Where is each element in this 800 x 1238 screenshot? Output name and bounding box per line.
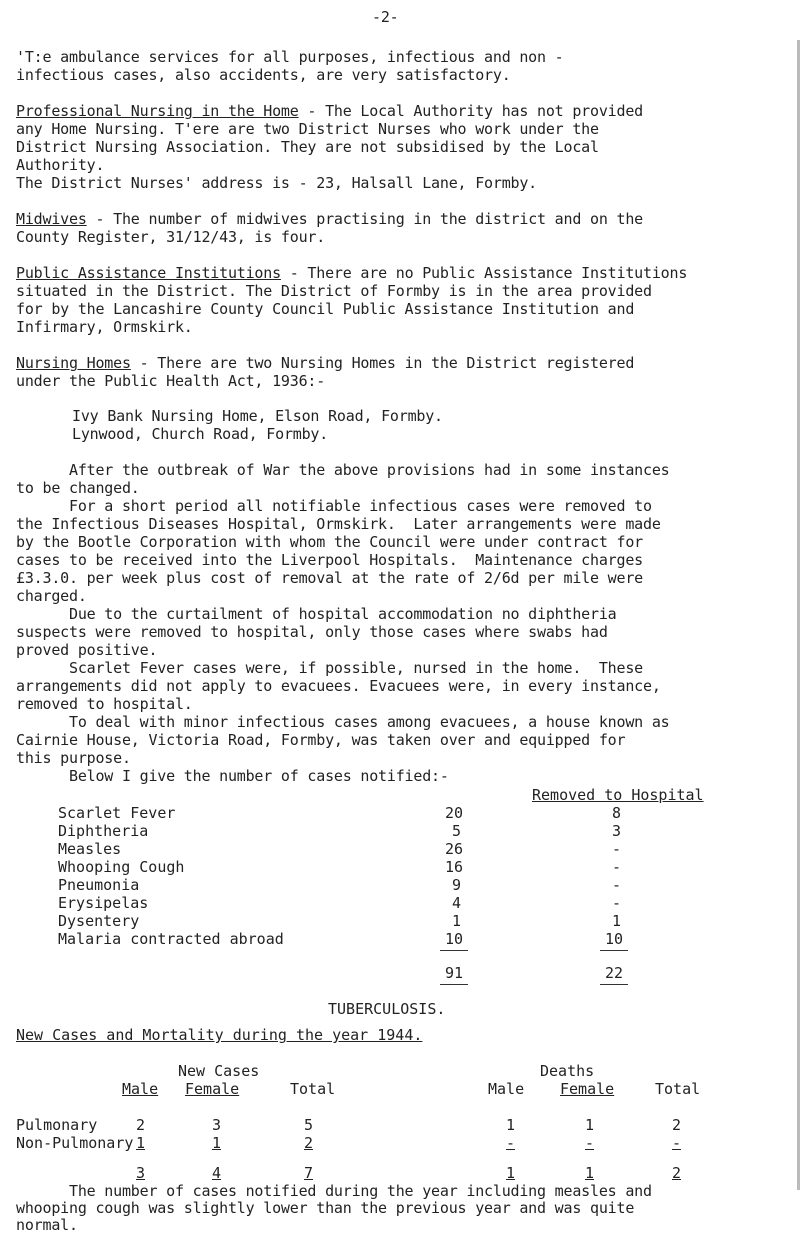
war-line: proved positive. [16, 641, 158, 659]
war-line: Due to the curtailment of hospital accommodation no diphtheria [16, 605, 617, 623]
war-line: by the Bootle Corporation with whom the Council were under contract for [16, 533, 643, 551]
notified-count: 1 [452, 912, 462, 930]
tuberculosis-heading: TUBERCULOSIS. [328, 1000, 446, 1018]
removed-count: 10 [605, 930, 624, 948]
war-line: this purpose. [16, 749, 131, 767]
tb-value: 2 [136, 1116, 146, 1134]
notified-count: 20 [445, 804, 464, 822]
tb-value: 2 [304, 1134, 314, 1152]
page-number: -2- [372, 8, 399, 26]
nursing-homes-first-line [16, 354, 634, 372]
professional-nursing-line: any Home Nursing. T'ere are two District Nurses who work under the [16, 120, 599, 138]
notified-count: 9 [452, 876, 462, 894]
disease-name: Erysipelas [58, 894, 149, 912]
notified-count: 10 [445, 930, 464, 948]
war-line: £3.3.0. per week plus cost of removal at the rate of 2/6d per mile were [16, 569, 643, 587]
removed-count: 8 [612, 804, 622, 822]
war-line: Scarlet Fever cases were, if possible, nursed in the home. These [16, 659, 643, 677]
total-rule [440, 984, 468, 985]
column-header: Female [560, 1080, 615, 1098]
notified-count: 4 [452, 894, 462, 912]
total-rule [600, 950, 628, 951]
professional-nursing-text: - The Local Authority has not provided [298, 102, 643, 120]
war-line: to be changed. [16, 479, 140, 497]
total-removed: 22 [605, 964, 624, 982]
war-line: After the outbreak of War the above provisions had in some instances [16, 461, 670, 479]
tb-total: 3 [136, 1164, 146, 1182]
tb-value: - [585, 1134, 595, 1152]
war-line: Below I give the number of cases notified:- [16, 767, 449, 785]
column-header: Male [122, 1080, 159, 1098]
tb-value: 1 [212, 1134, 222, 1152]
war-line: the Infectious Diseases Hospital, Ormskirk. Later arrangements were made [16, 515, 661, 533]
closing-line: normal. [16, 1216, 78, 1234]
notified-count: 26 [445, 840, 464, 858]
war-line: arrangements did not apply to evacuees. Evacuees were, in every instance, [16, 677, 661, 695]
professional-nursing-line: Authority. [16, 156, 105, 174]
war-line: suspects were removed to hospital, only those cases where swabs had [16, 623, 608, 641]
midwives-heading: Midwives [16, 210, 87, 228]
disease-name: Scarlet Fever [58, 804, 176, 822]
removed-count: - [612, 876, 622, 894]
removed-count: 1 [612, 912, 622, 930]
midwives-text: - The number of midwives practising in the district and on the [86, 210, 643, 228]
tb-total: 1 [506, 1164, 516, 1182]
professional-nursing-line: District Nursing Association. They are not subsidised by the Local [16, 138, 599, 156]
tb-value: 1 [506, 1116, 516, 1134]
new-cases-label: New Cases [178, 1062, 260, 1080]
tuberculosis-subheading: New Cases and Mortality during the year 1944. [16, 1026, 423, 1044]
closing-line: whooping cough was slightly lower than the previous year and was quite [16, 1199, 635, 1217]
nursing-homes-heading: Nursing Homes [16, 354, 131, 372]
public-assistance-text: - There are no Public Assistance Institutions [280, 264, 688, 282]
public-assistance-line: for by the Lancashire County Council Public Assistance Institution and [16, 300, 635, 318]
professional-nursing-first-line [16, 102, 643, 120]
total-rule [600, 984, 628, 985]
removed-count: 3 [612, 822, 622, 840]
closing-line: The number of cases notified during the year including measles and [16, 1182, 652, 1200]
tb-total: 1 [585, 1164, 595, 1182]
midwives-line: County Register, 31/12/43, is four. [16, 228, 326, 246]
tb-value: 1 [136, 1134, 146, 1152]
notified-count: 16 [445, 858, 464, 876]
midwives-first-line [16, 210, 643, 228]
disease-name: Measles [58, 840, 122, 858]
removed-count: - [612, 858, 622, 876]
professional-nursing-heading: Professional Nursing in the Home [16, 102, 299, 120]
disease-name: Dysentery [58, 912, 140, 930]
tb-value: 5 [304, 1116, 314, 1134]
tb-value: 1 [585, 1116, 595, 1134]
column-header: Total [290, 1080, 336, 1098]
nursing-home-entry: Ivy Bank Nursing Home, Elson Road, Formby. [72, 407, 443, 425]
tb-value: 3 [212, 1116, 222, 1134]
total-rule [440, 950, 468, 951]
disease-name: Pneumonia [58, 876, 140, 894]
column-header: Male [488, 1080, 525, 1098]
public-assistance-first-line [16, 264, 687, 282]
professional-nursing-line: The District Nurses' address is - 23, Halsall Lane, Formby. [16, 174, 538, 192]
disease-name: Diphtheria [58, 822, 149, 840]
nursing-home-entry: Lynwood, Church Road, Formby. [72, 425, 329, 443]
tb-value: - [672, 1134, 682, 1152]
removed-to-hospital-header: Removed to Hospital [532, 786, 704, 804]
war-line: removed to hospital. [16, 695, 193, 713]
tb-value: 2 [672, 1116, 682, 1134]
column-header: Total [655, 1080, 701, 1098]
public-assistance-heading: Public Assistance Institutions [16, 264, 281, 282]
removed-count: - [612, 894, 622, 912]
removed-count: - [612, 840, 622, 858]
disease-name: Malaria contracted abroad [58, 930, 284, 948]
deaths-label: Deaths [540, 1062, 595, 1080]
tb-row-label: Non-Pulmonary [16, 1134, 134, 1152]
war-line: cases to be received into the Liverpool Hospitals. Maintenance charges [16, 551, 643, 569]
intro-line-2: infectious cases, also accidents, are very satisfactory. [16, 66, 511, 84]
column-header: Female [185, 1080, 240, 1098]
disease-name: Whooping Cough [58, 858, 185, 876]
tb-value: - [506, 1134, 516, 1152]
public-assistance-line: situated in the District. The District of Formby is in the area provided [16, 282, 652, 300]
public-assistance-line: Infirmary, Ormskirk. [16, 318, 193, 336]
total-notified: 91 [445, 964, 464, 982]
tb-total: 4 [212, 1164, 222, 1182]
tb-total: 2 [672, 1164, 682, 1182]
war-line: To deal with minor infectious cases among evacuees, a house known as [16, 713, 670, 731]
tb-row-label: Pulmonary [16, 1116, 98, 1134]
nursing-homes-line: under the Public Health Act, 1936:- [16, 372, 326, 390]
war-line: charged. [16, 587, 87, 605]
war-line: For a short period all notifiable infectious cases were removed to [16, 497, 652, 515]
war-line: Cairnie House, Victoria Road, Formby, was taken over and equipped for [16, 731, 626, 749]
intro-line-1: 'T:e ambulance services for all purposes, infectious and non - [16, 48, 564, 66]
nursing-homes-text: - There are two Nursing Homes in the District registered [130, 354, 635, 372]
tb-total: 7 [304, 1164, 314, 1182]
notified-count: 5 [452, 822, 462, 840]
